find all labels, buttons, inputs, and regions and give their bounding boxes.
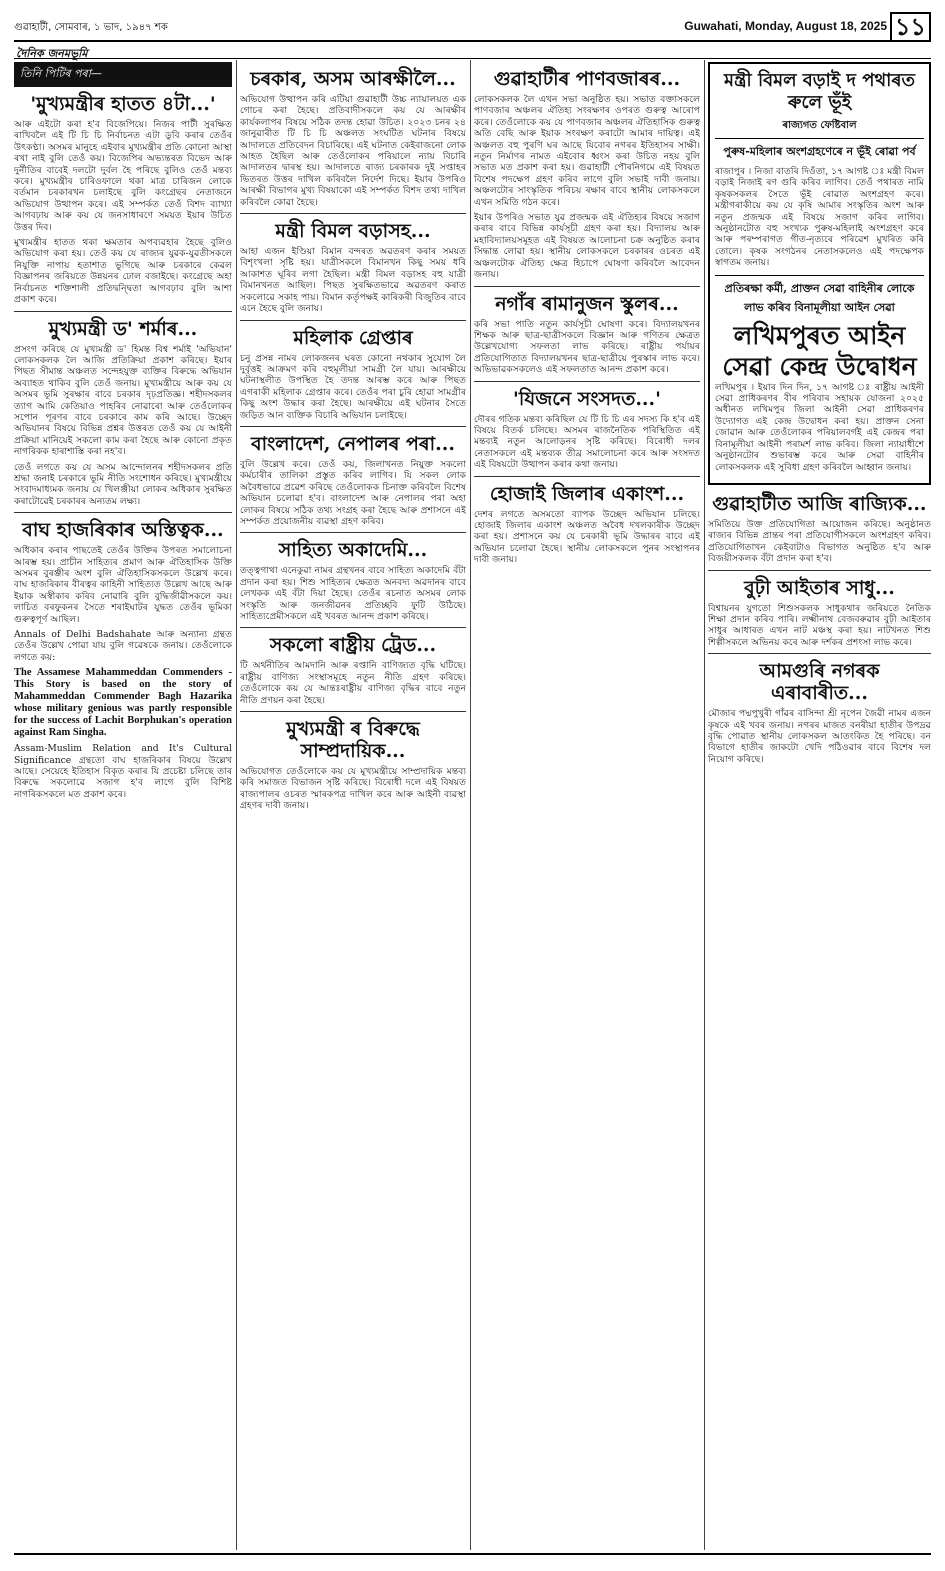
article-body: মুখ্যমন্ত্ৰীৰ হাতত থকা ক্ষমতাৰ অপব্যৱহাৰ হৈছে বুলিও অভিযোগ কৰা হয়। তেওঁ কয় যে ৰাজ্যৰ যুৱক-যুৱতীসকলে নিযুক্তি নাপায় হতাশাত ভুগিছে আৰু চৰকাৰে কেৱল বিজ্ঞাপনৰ জৰিয়তে উন্নয়নৰ ঢোল বজাইছে। কংগ্ৰেছে অহা নিৰ্বাচনত শক্তিশালী প্ৰতিদ্বন্দ্বিতা আগবঢ়াব বুলি আশা প্ৰকাশ কৰে। xyxy=(14,237,232,306)
article-body: Assam-Muslim Relation and It's Cultural Significance গ্ৰন্থতো বাঘ হাজৰিকাৰ বিষয়ে উল্লেখ আছে। সেয়েহে ইতিহাস বিকৃত কৰাৰ যি প্ৰচেষ্টা চলিছে তাৰ বিৰুদ্ধে সকলোৱে সজাগ হ'ব লাগে বুলি বিশিষ্ট নাগৰিকসকলে মত প্ৰকাশ কৰে। xyxy=(14,743,232,800)
article-body: বিশ্বায়নৰ যুগতো শিশুসকলক সাধুকথাৰ জৰিয়তে নৈতিক শিক্ষা প্ৰদান কৰিব পাৰি। লক্ষ্মীনাথ বেজবৰুৱাৰ বুঢ়ী আইতাৰ সাধুৰ আধাৰত এখন নাট মঞ্চস্থ কৰা হয়। নাটখনত শিশু শিল্পীসকলে অভিনয় কৰে আৰু দৰ্শকৰ প্ৰশংসা লাভ কৰে। xyxy=(708,602,931,648)
column-4 xyxy=(708,62,931,1550)
boxed-subheadline: পুৰুষ-মহিলাৰ অংশগ্ৰহণেৰে ন ভূঁই ৰোৱা পৰ্ব xyxy=(723,145,916,158)
divider xyxy=(14,512,232,513)
article-headline: মুখ্যমন্ত্ৰী ৰ বিৰুদ্ধে সাম্প্ৰদায়িক... xyxy=(286,718,420,763)
article-body: দেশৰ লগতে অসমতো ব্যাপক উচ্ছেদ অভিযান চলিছে। হোজাই জিলাৰ একাংশ অঞ্চলত অবৈধ দখলকাৰীক উচ্ছেদ কৰা হয়। প্ৰশাসনে কয় যে চৰকাৰী ভূমি উদ্ধাৰৰ বাবে এই অভিযান চলোৱা হৈছে। স্থানীয় লোকসকলে পুনৰ সংস্থাপনৰ দাবী জনায়। xyxy=(474,508,700,566)
article-body: লোকসকলক লৈ এখন সভা অনুষ্ঠিত হয়। সভাত বক্তাসকলে পাণবজাৰ অঞ্চলৰ ঐতিহ্য সংৰক্ষণৰ ওপৰত গুৰুত্ব আৰোপ কৰে। তেওঁলোকে কয় যে পাণবজাৰ অঞ্চলৰ ঐতিহাসিক গুৰুত্ব অতি বেছি আৰু ইয়াক সংৰক্ষণ কৰাটো আমাৰ দায়িত্ব। এই অঞ্চলত বহু পুৰণি ঘৰ আছে যিবোৰ নগৰৰ ইতিহাসৰ সাক্ষী। নতুন নিৰ্মাণৰ নামত এইবোৰ ধ্বংস কৰা উচিত নহয় বুলি সভাত মত প্ৰকাশ কৰা হয়। গুৱাহাটী পৌৰনিগমে এই বিষয়ত বিশেষ পদক্ষেপ গ্ৰহণ কৰিব লাগে বুলি সভাই দাবী জনায়। অঞ্চলটোৰ সাংস্কৃতিক পৰিচয় ৰক্ষাৰ বাবে স্থানীয় লোকসকলে এখন সমিতি গঠন কৰে। xyxy=(474,94,700,208)
article-headline: বাঘ হাজৰিকাৰ অস্তিত্বক... xyxy=(22,519,224,542)
masthead xyxy=(14,40,931,59)
article-body: তত্ত্বগাথা এনেকুৱা নামৰ গ্ৰন্থখনৰ বাবে সাহিত্য অকাদেমি বঁটা প্ৰদান কৰা হয়। শিশু সাহিত্যৰ ক্ষেত্ৰত অনবদ্য অৱদানৰ বাবে লেখকক এই বঁটা দিয়া হৈছে। তেওঁৰ ৰচনাত অসমৰ লোক সংস্কৃতি আৰু জনজীৱনৰ প্ৰতিচ্ছবি ফুটি উঠিছে। সাহিত্যপ্ৰেমীসকলে এই খবৰত আনন্দ প্ৰকাশ কৰিছে। xyxy=(240,565,466,622)
article-headline: বাংলাদেশ, নেপালৰ পৰা... xyxy=(251,432,455,455)
article-body: অভিযোগ উত্থাপন কৰি এটিয়া গুৱাহাটী উচ্চ ন্যায়ালয়ত এক গোচৰ কৰা হৈছে। প্ৰতিবাদীসকলে কয় যে আৰক্ষীৰ কাৰ্যকলাপৰ বিষয়ে সঠিক তদন্ত হোৱা উচিত। ২০২৩ চনৰ ২৪ জানুৱাৰীত টি চি চি অঞ্চলত সংঘটিত ঘটনাৰ বিষয়ে আদালতে প্ৰতিবেদন বিচাৰিছে। এই ঘটনাত কেইবাজনো লোক আহত হৈছিল আৰু তেওঁলোকৰ পৰিয়ালে ন্যায় বিচাৰি আদালতৰ দ্বাৰস্থ হয়। আদালতে ৰাজ্য চৰকাৰক দুই সপ্তাহৰ ভিতৰত উত্তৰ দাখিল কৰিবলৈ নিৰ্দেশ দিছে। ইয়াৰ উপৰিও আৰক্ষী বিভাগৰ মুখ্য বিষয়াকো এই সম্পৰ্কত বিশদ তথ্য দাখিল কৰিবলৈ কোৱা হৈছে। xyxy=(240,94,466,208)
article-body: প্ৰসংগ কৰিছে যে মুখ্যমন্ত্ৰী ড' হিমন্ত বিশ্ব শৰ্মাই 'অভিযান' লোকসকলক লৈ আজি প্ৰতিক্ৰিয়া প্ৰকাশ কৰিছে। ইয়াৰ পিছত সীমান্ত অঞ্চলত সন্দেহযুক্ত ব্যক্তিৰ বিৰুদ্ধে অভিযান অব্যাহত থাকিব বুলি তেওঁ জনায়। মুখ্যমন্ত্ৰীয়ে আৰু কয় যে অসমৰ ভূমি সুৰক্ষাৰ বাবে চৰকাৰ দৃঢ়প্ৰতিজ্ঞ। শহীদসকলৰ ত্যাগ আমি কেতিয়াও পাহৰিব নোৱাৰো আৰু তেওঁলোকৰ সপোন পূৰণৰ বাবে চৰকাৰে কাম কৰি আছে। উচ্ছেদ অভিযানৰ বিষয়ে বিভিন্ন প্ৰশ্নৰ উত্তৰত তেওঁ কয় যে আইনী প্ৰক্ৰিয়া মানিয়েই সকলো কাম কৰা হৈছে আৰু কোনো প্ৰকৃত নাগৰিকক হাৰাশাস্তি কৰা নহ'ব। xyxy=(14,343,232,458)
boxed-story xyxy=(708,62,931,485)
divider xyxy=(474,476,700,477)
article-headline: 'যিজনে সংসদত...' xyxy=(513,387,661,410)
divider xyxy=(240,532,466,533)
footer-rule xyxy=(14,1553,931,1555)
boxed-large-headline: লখিমপুৰত আইন সেৱা কেন্দ্ৰ উদ্বোধন xyxy=(722,320,917,381)
article-body: তেওঁ লগতে কয় যে অসম আন্দোলনৰ শহীদসকলৰ প্ৰতি শ্ৰদ্ধা জনাই চৰকাৰে ভূমি নীতি সংশোধন কৰিছে। মুখ্যমন্ত্ৰীয়ে সংবাদমাধ্যমক জনায় যে খিলঞ্জীয়া লোকৰ অধিকাৰ সুৰক্ষিত কৰাটোৱেই চৰকাৰৰ অন্যতম লক্ষ্য। xyxy=(14,461,232,507)
article-body: কৰি সভা পাতি নতুন কাৰ্যসূচী ঘোষণা কৰে। বিদ্যালয়খনৰ শিক্ষক আৰু ছাত্ৰ-ছাত্ৰীসকলে বিজ্ঞান আৰু গণিতৰ ক্ষেত্ৰত উল্লেখযোগ্য সফলতা লাভ কৰিছে। ৰাষ্ট্ৰীয় পৰ্যায়ৰ প্ৰতিযোগিতাত বিদ্যালয়খনৰ ছাত্ৰ-ছাত্ৰীয়ে পুৰস্কাৰ লাভ কৰে। অভিভাৱকসকলেও এই সফলতাত আনন্দ প্ৰকাশ কৰে। xyxy=(474,318,700,376)
article-headline: গুৱাহাটীত আজি ৰাজ্যিক... xyxy=(712,492,927,515)
column-rule xyxy=(236,60,237,1550)
header-date-english: Guwahati, Monday, August 18, 2025 xyxy=(684,19,887,33)
page-number: ১১ xyxy=(890,12,931,42)
article-headline: চৰকাৰ, অসম আৰক্ষীলৈ... xyxy=(250,68,456,90)
divider xyxy=(240,426,466,427)
column-1 xyxy=(14,62,232,1550)
article-headline: মহিলাক গ্ৰেপ্তাৰ xyxy=(293,326,413,349)
article-body: আহা এজন ইণ্ডিয়া বিমান বন্দৰত অৱতৰণ কৰাৰ সময়ত বিশৃংখলা সৃষ্টি হয়। যাত্ৰীসকলে বিমানখন কিছু সময় ধৰি আকাশত ঘূৰিব লগা হৈছিল। মন্ত্ৰী বিমল বড়াসহ বহু যাত্ৰী বিমানখনত আছিল। পিছত সুৰক্ষিতভাৱে অৱতৰণ কৰাত সকলোৱে সকাহ পায়। বিমান কৰ্তৃপক্ষই কাৰিকৰী বিজুতিৰ বাবে এনে হৈছে বুলি জনায়। xyxy=(240,246,466,315)
divider xyxy=(240,213,466,214)
article-body: সমিতিয়ে উক্ত প্ৰতিযোগিতা আয়োজন কৰিছে। অনুষ্ঠানত ৰাজ্যৰ বিভিন্ন প্ৰান্তৰ পৰা প্ৰতিযোগীসকলে অংশগ্ৰহণ কৰিব। প্ৰতিযোগিতাখন কেইবাটাও বিভাগত অনুষ্ঠিত হ'ব আৰু বিজয়ীসকলক বঁটা প্ৰদান কৰা হ'ব। xyxy=(708,518,931,565)
boxed-headline: মন্ত্ৰী বিমল বড়াই দ পথাৰত ৰুলে ভূঁই xyxy=(724,70,915,113)
article-headline: মন্ত্ৰী বিমল বড়াসহ... xyxy=(275,220,431,243)
article-body: ৰাজাপুৰ । নিজা বাতৰি দিওঁতা, ১৭ আগষ্ট ঃ মন্ত্ৰী বিমল বড়াই নিজাই ৰণ গুৰি কৰিব লাগিব। তেওঁ পথাৰত নামি কৃষকসকলৰ সৈতে ভূঁই ৰোৱাত অংশগ্ৰহণ কৰে। মন্ত্ৰীগৰাকীয়ে কয় যে কৃষি আমাৰ সংস্কৃতিৰ অংশ আৰু নতুন প্ৰজন্মক এই বিষয়ে সজাগ কৰিব লাগিব। অনুষ্ঠানটোত বহু সংখ্যক পুৰুষ-মহিলাই অংশগ্ৰহণ কৰে আৰু পৰম্পৰাগত গীত-নৃত্যৰে পৰিৱেশ মুখৰিত কৰি তোলে। কৃষক সংগঠনৰ নেতাসকলেও এই পদক্ষেপক স্বাগতম জনায়। xyxy=(715,166,924,269)
article-headline: 'মুখ্যমন্ত্ৰীৰ হাতত ৪টা...' xyxy=(30,93,216,115)
divider xyxy=(240,711,466,712)
article-headline: গুৱাহাটীৰ পাণবজাৰৰ... xyxy=(493,68,681,90)
boxed-dateline: ৰাজ্যগত ফেষ্টিবাল xyxy=(715,118,924,139)
article-headline: হোজাই জিলাৰ একাংশ... xyxy=(489,482,685,505)
article-headline: বুঢ়ী আইতাৰ সাধু... xyxy=(744,576,895,599)
column-rule xyxy=(704,60,705,1550)
article-headline: মুখ্যমন্ত্ৰী ড' শৰ্মাৰ... xyxy=(48,317,198,340)
article-headline: আমগুৰি নগৰক এৰাবাৰীত... xyxy=(759,660,880,705)
section-kicker: তিনি পিটিৰ পৰা— xyxy=(14,62,232,87)
article-headline: সাহিত্য অকাদেমি... xyxy=(278,539,428,562)
article-body: ইয়াৰ উপৰিও সভাত যুৱ প্ৰজন্মক এই ঐতিহ্যৰ বিষয়ে সজাগ কৰাৰ বাবে বিভিন্ন কাৰ্যসূচী গ্ৰহণ কৰা হয়। বিদ্যালয় আৰু মহাবিদ্যালয়সমূহত এই বিষয়ত আলোচনা চক্ৰ অনুষ্ঠিত কৰাৰ সিদ্ধান্ত লোৱা হয়। স্থানীয় লোকসকলে চৰকাৰৰ ওচৰত এই অঞ্চলটোক ঐতিহ্য ক্ষেত্ৰ হিচাপে ঘোষণা কৰিবলৈ আবেদন জনায়। xyxy=(474,212,700,281)
article-body: টি অৰ্থনীতিৰ আমদানি আৰু ৰপ্তানি বাণিজ্যত বৃদ্ধি ঘটিছে। ৰাষ্ট্ৰীয় বাণিজ্য সংস্থাসমূহে নতুন নীতি গ্ৰহণ কৰিছে। তেওঁলোকে কয় যে আন্তঃৰাষ্ট্ৰীয় বাণিজ্য বৃদ্ধিৰ বাবে নতুন নীতি প্ৰণয়ন কৰা হৈছে। xyxy=(240,660,466,706)
article-body: চনু প্ৰসন্ন নামৰ লোকজনৰ ঘৰত কোনো নথকাৰ সুযোগ লৈ দুৰ্বৃত্তই আক্ৰমণ কৰি বহুমূলীয়া সামগ্ৰী লৈ যায়। আৰক্ষীয়ে ঘটনাস্থলীত উপস্থিত হৈ তদন্ত আৰম্ভ কৰে আৰু পিছত এগৰাকী মহিলাক গ্ৰেপ্তাৰ কৰে। তেওঁৰ পৰা চুৰি হোৱা সামগ্ৰীৰ কিছু অংশ উদ্ধাৰ কৰা হৈছে। আৰক্ষীয়ে এই ঘটনাৰ সৈতে জড়িত আন ব্যক্তিক বিচাৰি অভিযান চলাইছে। xyxy=(240,352,466,421)
article-body: দৌৰৰ গতিক মন্তব্য কৰিছিল যে টি চি চি এৰ সদস্য কি হ'ব এই বিষয়ে বিতৰ্ক চলিছে। অসমৰ ৰাজনৈতিক পৰিস্থিতিত এই মন্তব্যই নতুন আলোড়নৰ সৃষ্টি কৰিছে। বিৰোধী দলৰ নেতাসকলে এই মন্তব্যক তীব্ৰ সমালোচনা কৰে আৰু সংসদত এই বিষয়টো উত্থাপন কৰাৰ কথা জনায়। xyxy=(474,413,700,471)
divider xyxy=(474,381,700,382)
divider xyxy=(708,653,931,654)
article-headline: সকলো ৰাষ্ট্ৰীয় ট্ৰেড... xyxy=(269,634,437,657)
boxed-strap: প্ৰতিৰক্ষা কৰ্মী, প্ৰাক্তন সেৱা বাহিনীৰ লোকে লাভ কৰিব বিনামূলীয়া আইন সেৱা xyxy=(715,275,924,318)
article-body: মৌজাৰ পদ্মপুখুৰী গাঁৱৰ বাসিন্দা শ্ৰী নৃপেন জৈৱী নামৰ এজন কৃষকে এই খবৰ জনায়। নগৰৰ মাজত বনৰীয়া হাতীৰ উপদ্ৰৱ বৃদ্ধি পোৱাত স্থানীয় লোকসকল আতংকিত হৈ পৰিছে। বন বিভাগে হাতীৰ জাকটো খেদি পঠিওৱাৰ বাবে বিশেষ দল নিয়োগ কৰিছে। xyxy=(708,708,931,765)
masthead-title: দৈনিক জনমভূমি xyxy=(16,47,88,60)
column-3 xyxy=(474,62,700,1550)
divider xyxy=(14,311,232,312)
page-header xyxy=(14,12,931,40)
article-body: বুলি উল্লেখ কৰে। তেওঁ কয়, জিলাখনত নিয়ুক্ত সকলো কৰ্মচাৰীৰ তালিকা প্ৰস্তুত কৰিব লাগিব। যি সকল লোক অবৈধভাৱে প্ৰৱেশ কৰিছে তেওঁলোকক চিনাক্ত কৰিবলৈ বিশেষ অভিযান চলোৱা হ'ব। বাংলাদেশ আৰু নেপালৰ পৰা অহা লোকৰ বিষয়ে সঠিক তথ্য সংগ্ৰহ কৰা হৈছে আৰু প্ৰশাসনে এই সম্পৰ্কত প্ৰয়োজনীয় ব্যৱস্থা গ্ৰহণ কৰিব। xyxy=(240,458,466,527)
column-rule xyxy=(470,60,471,1550)
article-body: আৰু এইটো কৰা হ'ব বিজেপিয়ে। নিজৰ পাৰ্টী সুৰক্ষিত ৰাখিবলৈ এই টি চি চি নিৰ্বাচনত এটা ডুবি কৰাৰ তেওঁৰ উৎকণ্ঠা। অসমৰ মানুহে এইবাৰ মুখ্যমন্ত্ৰীৰ প্ৰতি কোনো আস্থা ৰখা নাই বুলি তেওঁ কয়। বিজেপিৰ অভ্যন্তৰত বিভেদ আৰু দুৰ্নীতিৰ বাবেই দলটো দুৰ্বল হৈ পৰিছে বুলিও তেওঁ মন্তব্য কৰে। মুখ্যমন্ত্ৰীৰ চাৰিওফালে থকা মাত্ৰ চাৰিজন লোকে বৰ্তমান চৰকাৰখন চলাইছে বুলি কংগ্ৰেছৰ নেতাজনে অভিযোগ উত্থাপন কৰে। এই সম্পৰ্কত তেওঁ বিশদ ব্যাখ্যা আগবঢ়ায় আৰু কয় যে জনসাধাৰণে সময়ত ইয়াৰ উচিত উত্তৰ দিব। xyxy=(14,119,232,233)
divider xyxy=(474,286,700,287)
article-body: Annals of Delhi Badshahate আৰু অন্যান্য গ্ৰন্থত তেওঁৰ উল্লেখ পোৱা যায় বুলি গৱেষকে জনায়। তেওঁলোকে লগতে কয়: xyxy=(14,629,232,663)
article-body: অধিকাৰ কৰাৰ পাছতেই তেওঁৰ উক্তিৰ উপৰত সমালোচনা আৰম্ভ হয়। প্ৰাচীন সাহিত্যৰ প্ৰমাণ আৰু ঐতিহাসিক উক্তি অসমৰ বুৰঞ্জীৰ অংশ বুলি ঐতিহাসিকসকলে উল্লেখ কৰে। বাঘ হাজৰিকাৰ বীৰত্বৰ কাহিনী সাহিত্যত উল্লেখ আছে আৰু ইয়াক অস্বীকাৰ কৰিব নোৱাৰি বুলি বুদ্ধিজীৱীসকলে কয়। লাচিত বৰফুকনৰ সৈতে শৰাইঘাটৰ যুদ্ধত তেওঁৰ ভূমিকা গুৰুত্বপূৰ্ণ আছিল। xyxy=(14,545,232,625)
article-headline: নগাঁৰ ৰামানুজন স্কুলৰ... xyxy=(495,292,679,315)
column-2 xyxy=(240,62,466,1550)
english-quote: The Assamese Mahammeddan Commenders - This Story is based on the story of Mahammeddan Commender Bagh Hazarika whose military genious was partly responsible for the success of Lachit Borphukan's operation against Ram Singha. xyxy=(14,667,232,739)
divider xyxy=(240,627,466,628)
article-body: অভিযোগত তেওঁলোকে কয় যে মুখ্যমন্ত্ৰীয়ে সাম্প্ৰদায়িক মন্তব্য কৰি সমাজত বিভাজন সৃষ্টি কৰিছে। বিৰোধী দলে এই বিষয়ত ৰাজ্যপালৰ ওচৰত স্মাৰকপত্ৰ দাখিল কৰে আৰু আইনী ব্যৱস্থা গ্ৰহণৰ দাবী জনায়। xyxy=(240,766,466,812)
divider xyxy=(240,320,466,321)
header-date-assamese: গুৱাহাটী, সোমবাৰ, ১ ভাদ, ১৯৪৭ শক xyxy=(14,22,168,33)
article-body: লখিমপুৰ । ইয়াৰ দিন দিন, ১৭ আগষ্ট ঃ ৰাষ্ট্ৰীয় আইনী সেৱা প্ৰাধিকৰণৰ বীৰ পৰিবাৰ সহায়ক যোজনা ২০২৫ অধীনত লখিমপুৰ জিলা আইনী সেৱা প্ৰাধিকৰণৰ উদ্যোগত এই কেন্দ্ৰ উদ্বোধন কৰা হয়। প্ৰাক্তন সেনা জোৱান আৰু তেওঁলোকৰ পৰিয়ালবৰ্গই এই কেন্দ্ৰৰ পৰা বিনামূলীয়া আইনী পৰামৰ্শ লাভ কৰিব। জিলা ন্যায়াধীশে অনুষ্ঠানটোৰ শুভাৰম্ভ কৰে আৰু সেৱা বাহিনীৰ লোকসকলক এই সুবিধা গ্ৰহণ কৰিবলৈ আহ্বান জনায়। xyxy=(715,381,924,473)
divider xyxy=(708,570,931,571)
